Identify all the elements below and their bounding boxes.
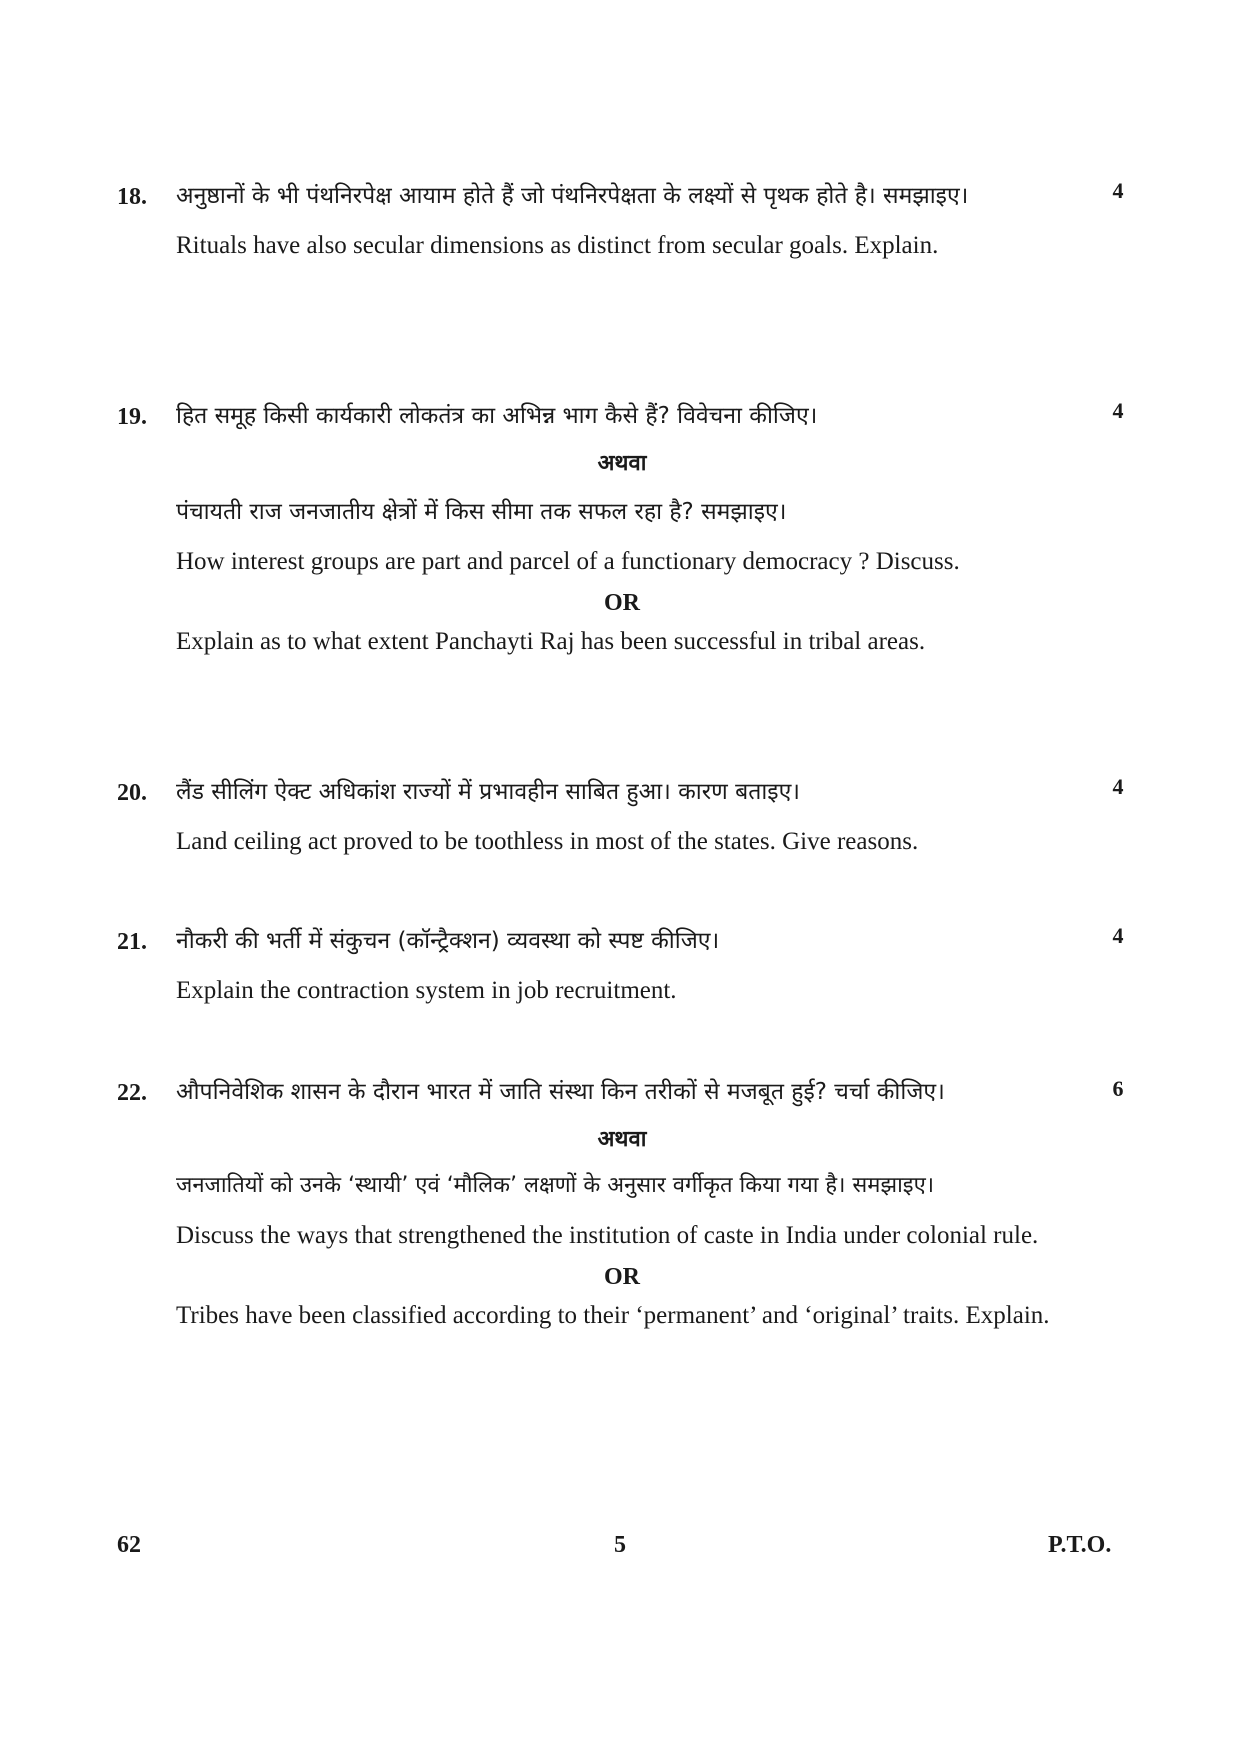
question-number: 22. bbox=[117, 1080, 147, 1106]
question-marks: 4 bbox=[1112, 774, 1124, 799]
question-text-hindi: हित समूह किसी कार्यकारी लोकतंत्र का अभिन्न भाग कैसे हैं? विवेचना कीजिए। bbox=[176, 403, 818, 429]
question-text-english: How interest groups are part and parcel of a functionary democracy ? Discuss. bbox=[176, 548, 960, 575]
question-text-hindi: अनुष्ठानों के भी पंथनिरपेक्ष आयाम होते हैं जो पंथनिरपेक्षता के लक्ष्यों से पृथक होते है। समझाइए। bbox=[176, 183, 969, 209]
page-number: 5 bbox=[614, 1532, 626, 1558]
question-text-english: Explain the contraction system in job recruitment. bbox=[176, 977, 677, 1004]
please-turn-over: P.T.O. bbox=[1048, 1532, 1112, 1558]
question-text-english: Rituals have also secular dimensions as distinct from secular goals. Explain. bbox=[176, 232, 939, 259]
question-text-english: Land ceiling act proved to be toothless in most of the states. Give reasons. bbox=[176, 828, 919, 855]
alternate-question-hindi: जनजातियों को उनके ‘स्थायी’ एवं ‘मौलिक’ लक्षणों के अनुसार वर्गीकृत किया गया है। समझाइए। bbox=[176, 1173, 935, 1198]
question-marks: 4 bbox=[1112, 398, 1124, 423]
alternate-question-english: Explain as to what extent Panchayti Raj has been successful in tribal areas. bbox=[176, 628, 926, 655]
question-text-hindi: औपनिवेशिक शासन के दौरान भारत में जाति संस्था किन तरीकों से मजबूत हुई? चर्चा कीजिए। bbox=[176, 1079, 945, 1105]
question-number: 18. bbox=[117, 184, 147, 210]
paper-code: 62 bbox=[117, 1532, 141, 1558]
or-separator-english: OR bbox=[604, 590, 640, 616]
or-separator-hindi: अथवा bbox=[597, 1127, 647, 1152]
question-text-hindi: लैंड सीलिंग ऐक्ट अधिकांश राज्यों में प्रभावहीन साबित हुआ। कारण बताइए। bbox=[176, 779, 801, 805]
question-text-hindi: नौकरी की भर्ती में संकुचन (कॉन्ट्रैक्शन) व्यवस्था को स्पष्ट कीजिए। bbox=[176, 928, 720, 954]
or-separator-english: OR bbox=[604, 1264, 640, 1290]
question-number: 19. bbox=[117, 404, 147, 430]
question-number: 20. bbox=[117, 780, 147, 806]
or-separator-hindi: अथवा bbox=[597, 451, 647, 476]
alternate-question-english: Tribes have been classified according to their ‘permanent’ and ‘original’ traits. Explain. bbox=[176, 1302, 1050, 1329]
question-marks: 4 bbox=[1112, 923, 1124, 948]
question-text-english: Discuss the ways that strengthened the institution of caste in India under colonial rule. bbox=[176, 1222, 1039, 1249]
alternate-question-hindi: पंचायती राज जनजातीय क्षेत्रों में किस सीमा तक सफल रहा है? समझाइए। bbox=[176, 499, 787, 525]
question-number: 21. bbox=[117, 929, 147, 955]
question-marks: 4 bbox=[1112, 178, 1124, 203]
question-marks: 6 bbox=[1112, 1076, 1124, 1101]
